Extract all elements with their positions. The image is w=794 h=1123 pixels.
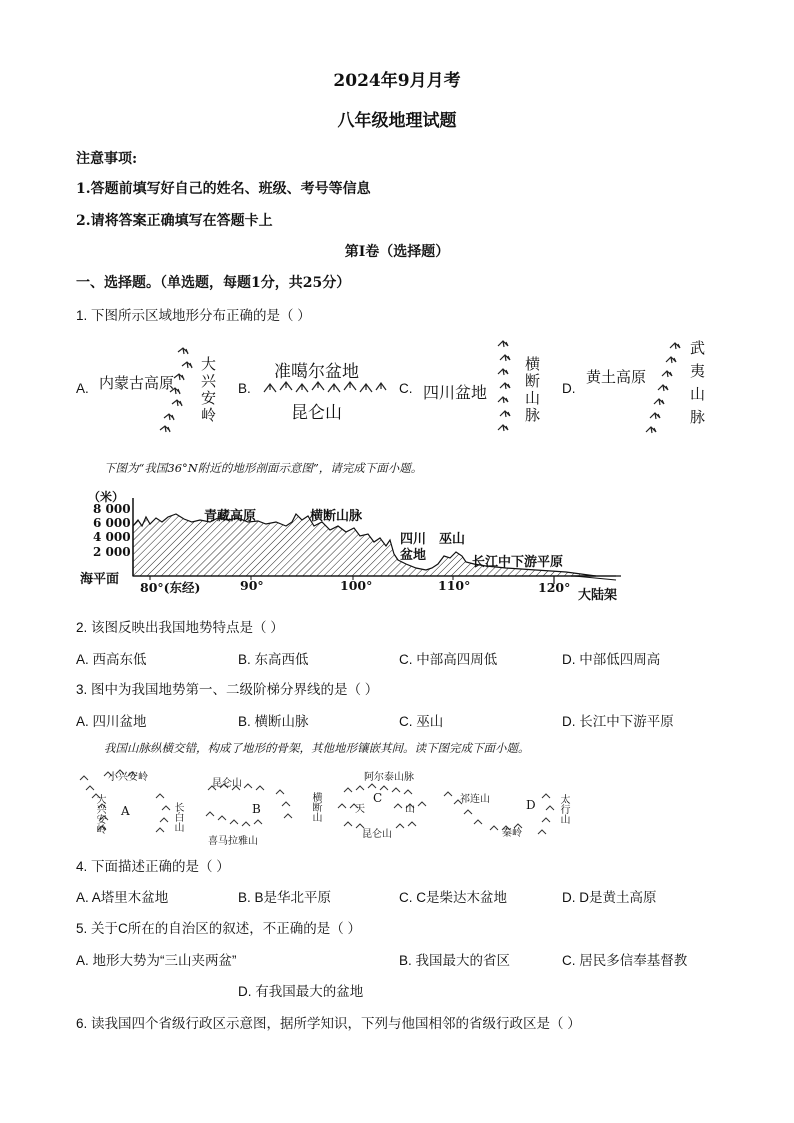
- profile-x-tick-110: 110°: [438, 578, 471, 593]
- q1-option-c-letter[interactable]: C.: [399, 381, 413, 396]
- mountains-d-bottom: 秦岭: [502, 828, 522, 839]
- mountains-a-right: 长白山: [172, 802, 183, 832]
- profile-unit: （米）: [88, 490, 125, 504]
- mountains-c-letter: C: [373, 791, 383, 805]
- q1-b-mountain-chain-icon: [262, 378, 388, 398]
- question-1-stem: 1. 下图所示区域地形分布正确的是（ ）: [76, 308, 311, 323]
- q2-option-d[interactable]: D. 中部低四周高: [562, 652, 661, 667]
- profile-y-tick-6000: 6 000: [93, 516, 131, 530]
- profile-x-tick-90: 90°: [240, 578, 264, 593]
- q1-c-mountain-chain-icon: [494, 338, 522, 438]
- q1-c-left-label: 四川盆地: [423, 385, 488, 402]
- question-6-stem: 6. 读我国四个省级行政区示意图，据所学知识，下列与他国相邻的省级行政区是（ ）: [76, 1016, 581, 1031]
- mountains-c-top: 阿尔泰山脉: [364, 772, 414, 783]
- mountains-d-right: 太行山: [558, 794, 569, 824]
- question-5-stem: 5. 关于C所在的自治区的叙述，不正确的是（ ）: [76, 921, 362, 936]
- mountain-frame-figure: [76, 768, 576, 848]
- mountains-a-left: 大兴安岭: [94, 794, 105, 834]
- profile-label-yangtze: 长江中下游平原: [472, 555, 564, 570]
- q5-option-b[interactable]: B. 我国最大的省区: [399, 953, 511, 968]
- q5-option-a[interactable]: A. 地形大势为“三山夹两盆”: [76, 953, 237, 968]
- profile-label-qinghai-tibet: 青藏高原: [204, 509, 257, 524]
- q1-option-b-letter[interactable]: B.: [238, 381, 251, 396]
- notice-item-2: 2.请将答案正确填写在答题卡上: [76, 213, 273, 229]
- q5-option-c[interactable]: C. 居民多信奉基督教: [562, 953, 688, 968]
- question-3-stem: 3. 图中为我国地势第一、二级阶梯分界线的是（ ）: [76, 682, 379, 697]
- profile-label-hengduan: 横断山脉: [310, 509, 363, 524]
- profile-label-shelf: 大陆架: [578, 588, 618, 603]
- mountains-b-top: 昆仑山: [212, 778, 242, 789]
- q1-a-left-label: 内蒙古高原: [99, 375, 175, 392]
- mountains-a-letter: A: [121, 804, 130, 818]
- exam-title: 2024年9月月考: [333, 71, 461, 91]
- volume-title: 第Ⅰ卷（选择题）: [344, 244, 450, 260]
- profile-x-tick-120: 120°: [538, 580, 571, 595]
- profile-label-basin: 盆地: [400, 548, 427, 563]
- profile-x-tick-80: 80°(东经): [140, 580, 201, 595]
- q4-option-c[interactable]: C. C是柴达木盆地: [399, 890, 507, 905]
- q3-option-a[interactable]: A. 四川盆地: [76, 714, 147, 729]
- q1-d-left-label: 黄土高原: [586, 369, 647, 386]
- profile-y-tick-2000: 2 000: [93, 545, 131, 559]
- q3-option-d[interactable]: D. 长江中下游平原: [562, 714, 674, 729]
- q4-option-d[interactable]: D. D是黄土高原: [562, 890, 657, 905]
- profile-label-sichuan: 四川: [400, 532, 427, 547]
- q4-option-a[interactable]: A. A塔里木盆地: [76, 890, 169, 905]
- q3-option-c[interactable]: C. 巫山: [399, 714, 444, 729]
- q2-option-a[interactable]: A. 西高东低: [76, 652, 147, 667]
- profile-y-tick-4000: 4 000: [93, 530, 131, 544]
- q2-option-b[interactable]: B. 东高西低: [238, 652, 309, 667]
- mountains-d-letter: D: [526, 798, 536, 812]
- q1-d-right-label: 武夷山脉: [688, 340, 705, 432]
- q1-d-mountain-chain-icon: [644, 340, 684, 436]
- question-2-stem: 2. 该图反映出我国地势特点是（ ）: [76, 620, 284, 635]
- profile-sea-level: 海平面: [80, 572, 120, 587]
- q1-b-bottom-label: 昆仑山: [291, 403, 342, 422]
- q1-c-right-label: 横断山脉: [523, 356, 540, 424]
- notice-heading: 注意事项:: [76, 151, 138, 167]
- part-title: 一、选择题。（单选题，每题1分，共25分）: [76, 275, 351, 291]
- exam-subtitle: 八年级地理试题: [337, 111, 457, 131]
- q3-option-b[interactable]: B. 横断山脉: [238, 714, 309, 729]
- q5-option-d[interactable]: D. 有我国最大的盆地: [238, 984, 364, 999]
- q2-option-c[interactable]: C. 中部高四周低: [399, 652, 498, 667]
- mountains-intro: 我国山脉纵横交错，构成了地形的骨架，其他地形镶嵌其间。读下图完成下面小题。: [104, 741, 530, 755]
- q4-option-b[interactable]: B. B是华北平原: [238, 890, 332, 905]
- mountains-c-right: 山: [405, 804, 415, 815]
- profile-intro: 下图为“我国36°N附近的地形剖面示意图”，请完成下面小题。: [104, 461, 423, 475]
- q1-option-d-letter[interactable]: D.: [562, 381, 576, 396]
- profile-y-tick-8000: 8 000: [93, 502, 131, 516]
- mountains-c-left: 天: [355, 804, 365, 815]
- mountains-a-top: 小兴安岭: [108, 772, 148, 783]
- mountains-b-right: 横断山: [310, 792, 321, 822]
- mountains-b-letter: B: [252, 802, 261, 816]
- profile-label-wushan: 巫山: [439, 532, 466, 547]
- mountains-d-top: 祁连山: [460, 794, 490, 805]
- mountains-b-bottom: 喜马拉雅山: [208, 836, 258, 847]
- q1-b-top-label: 准噶尔盆地: [274, 362, 359, 381]
- profile-x-tick-100: 100°: [340, 578, 373, 593]
- notice-item-1: 1.答题前填写好自己的姓名、班级、考号等信息: [76, 181, 371, 197]
- q1-a-mountain-chain-icon: [158, 346, 194, 436]
- q1-a-right-label: 大兴安岭: [199, 356, 216, 424]
- mountains-c-bottom: 昆仑山: [362, 829, 392, 840]
- q1-option-a-letter[interactable]: A.: [76, 381, 89, 396]
- question-4-stem: 4. 下面描述正确的是（ ）: [76, 859, 230, 874]
